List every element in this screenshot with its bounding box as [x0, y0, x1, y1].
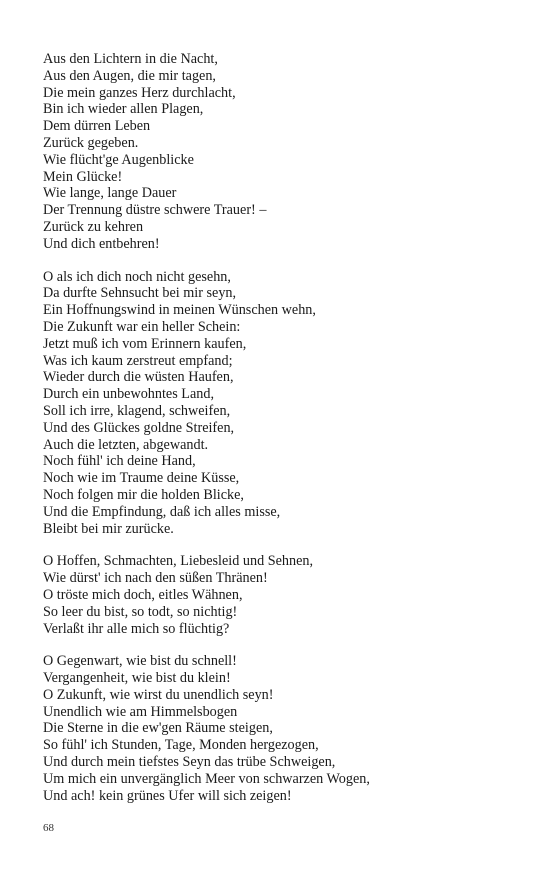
poem-line: Da durfte Sehnsucht bei mir seyn, [43, 285, 237, 302]
poem-line: Die mein ganzes Herz durchlacht, [43, 84, 236, 101]
poem-line: Wie dürst' ich nach den süßen Thränen! [43, 570, 268, 587]
poem-line: Und durch mein tiefstes Seyn das trübe Schweigen, [43, 754, 336, 771]
poem-line: Unendlich wie am Himmelsbogen [43, 703, 238, 720]
poem-line: Soll ich irre, klagend, schweifen, [43, 402, 231, 419]
poem-line: Der Trennung düstre schwere Trauer! – [43, 202, 267, 219]
poem-line: Um mich ein unvergänglich Meer von schwarzen Wogen, [43, 770, 370, 787]
poem-line: Durch ein unbewohntes Land, [43, 386, 214, 403]
poem-line: Wie flücht'ge Augenblicke [43, 151, 194, 168]
poem-line: Die Zukunft war ein heller Schein: [43, 318, 241, 335]
poem-line: Zurück zu kehren [43, 218, 144, 235]
poem-line: Bleibt bei mir zurücke. [43, 520, 174, 537]
poem-line: Wieder durch die wüsten Haufen, [43, 369, 234, 386]
poem-text [43, 51, 523, 820]
poem-line: Jetzt muß ich vom Erinnern kaufen, [43, 335, 247, 352]
stanza [43, 51, 523, 253]
poem-line: Und des Glückes goldne Streifen, [43, 419, 235, 436]
poem-line: So leer du bist, so todt, so nichtig! [43, 603, 238, 620]
stanza [43, 269, 523, 538]
poem-line: Und die Empfindung, daß ich alles misse, [43, 503, 281, 520]
poem-line: Dem dürren Leben [43, 118, 151, 135]
poem-line: Mein Glücke! [43, 168, 123, 185]
poem-line: Vergangenheit, wie bist du klein! [43, 670, 231, 687]
poem-line: Noch wie im Traume deine Küsse, [43, 470, 240, 487]
poem-line: O Zukunft, wie wirst du unendlich seyn! [43, 686, 274, 703]
poem-line: Aus den Augen, die mir tagen, [43, 67, 216, 84]
poem-line: Noch folgen mir die holden Blicke, [43, 486, 244, 503]
poem-line: Wie lange, lange Dauer [43, 185, 177, 202]
poem-line: Was ich kaum zerstreut empfand; [43, 352, 233, 369]
poem-line: O als ich dich noch nicht gesehn, [43, 268, 231, 285]
poem-line: Zurück gegeben. [43, 134, 139, 151]
poem-line: Auch die letzten, abgewandt. [43, 436, 209, 453]
stanza [43, 553, 523, 637]
poem-line: Die Sterne in die ew'gen Räume steigen, [43, 720, 273, 737]
poem-line: O tröste mich doch, eitles Wähnen, [43, 586, 243, 603]
poem-line: So fühl' ich Stunden, Tage, Monden hergezogen, [43, 737, 319, 754]
poem-line: Bin ich wieder allen Plagen, [43, 101, 204, 118]
poem-line: O Hoffen, Schmachten, Liebesleid und Sehnen, [43, 553, 314, 570]
poem-line: Verlaßt ihr alle mich so flüchtig? [43, 620, 230, 637]
poem-line: Und dich entbehren! [43, 235, 160, 252]
page-number: 68 [43, 822, 54, 834]
poem-line: Noch fühl' ich deine Hand, [43, 453, 196, 470]
poem-line: Und ach! kein grünes Ufer will sich zeigen! [43, 787, 292, 804]
poem-line: Aus den Lichtern in die Nacht, [43, 51, 218, 67]
stanza [43, 653, 523, 804]
poem-line: Ein Hoffnungswind in meinen Wünschen wehn, [43, 302, 316, 319]
poem-line: O Gegenwart, wie bist du schnell! [43, 653, 237, 670]
